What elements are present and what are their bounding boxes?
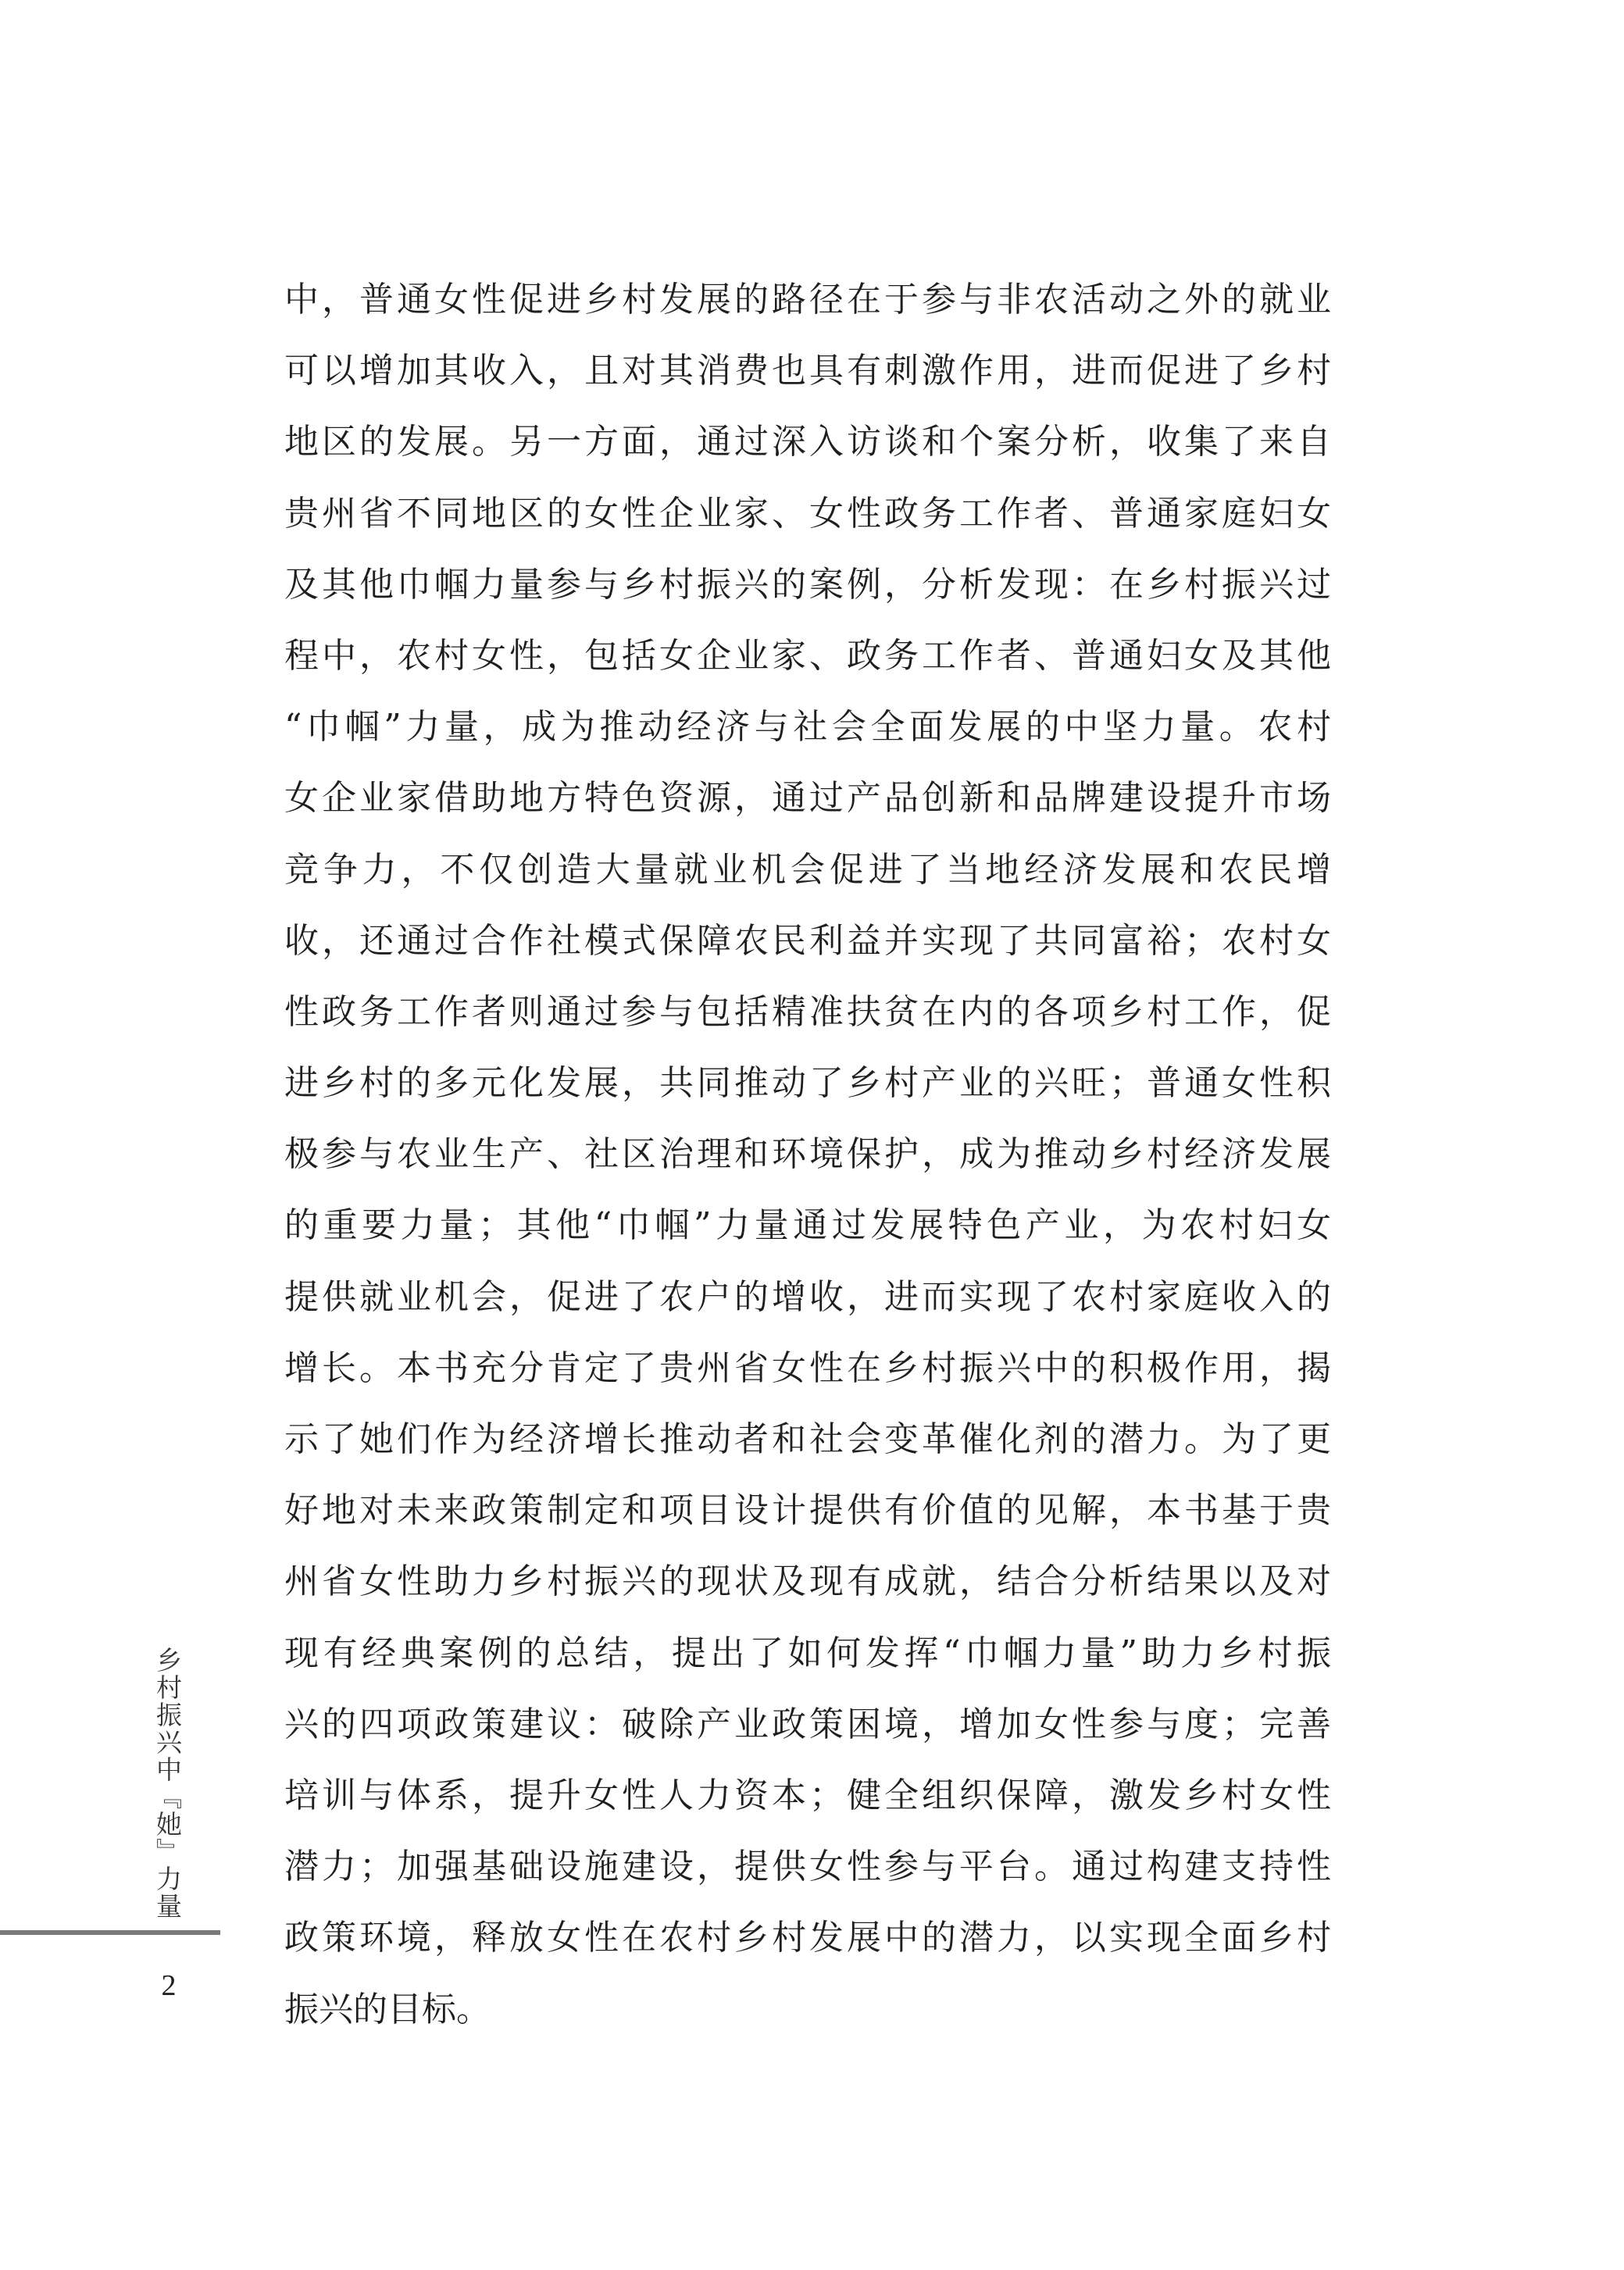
text-line: 进乡村的多元化发展，共同推动了乡村产业的兴旺；普通女性积 [284,1063,1331,1104]
text-line: 收，还通过合作社模式保障农民利益并实现了共同富裕；农村女 [284,920,1331,961]
text-line: 潜力；加强基础设施建设，提供女性参与平台。通过构建支持性 [284,1847,1331,1887]
text-line: 兴的四项政策建议：破除产业政策困境，增加女性参与度；完善 [284,1704,1331,1744]
text-line: 中，普通女性促进乡村发展的路径在于参与非农活动之外的就业 [284,280,1331,319]
text-line: 竞争力，不仅创造大量就业机会促进了当地经济发展和农民增 [284,849,1331,890]
text-line: 的重要力量；其他“巾帼”力量通过发展特色产业，为农村妇女 [284,1205,1331,1246]
text-line: 女企业家借助地方特色资源，通过产品创新和品牌建设提升市场 [284,778,1331,819]
text-line: 极参与农业生产、社区治理和环境保护，成为推动乡村经济发展 [284,1134,1331,1175]
text-line: 性政务工作者则通过参与包括精准扶贫在内的各项乡村工作，促 [284,991,1331,1032]
text-line: 及其他巾帼力量参与乡村振兴的案例，分析发现：在乡村振兴过 [284,564,1331,605]
text-line: 增长。本书充分肯定了贵州省女性在乡村振兴中的积极作用，揭 [284,1347,1331,1388]
text-line: 可以增加其收入，且对其消费也具有刺激作用，进而促进了乡村 [284,351,1331,391]
text-line: 现有经典案例的总结，提出了如何发挥“巾帼力量”助力乡村振 [284,1633,1331,1673]
text-line: 政策环境，释放女性在农村乡村发展中的潜力，以实现全面乡村 [284,1918,1331,1958]
margin-rule [0,1930,220,1935]
text-line: 地区的发展。另一方面，通过深入访谈和个案分析，收集了来自 [284,422,1331,462]
text-line: 提供就业机会，促进了农户的增收，进而实现了农村家庭收入的 [284,1276,1331,1317]
text-line: 州省女性助力乡村振兴的现状及现有成就，结合分析结果以及对 [284,1562,1331,1602]
text-line: 好地对未来政策制定和项目设计提供有价值的见解，本书基于贵 [284,1490,1331,1531]
text-line: 贵州省不同地区的女性企业家、女性政务工作者、普通家庭妇女 [284,493,1331,534]
text-line: 程中，农村女性，包括女企业家、政务工作者、普通妇女及其他 [284,635,1331,676]
text-line: “巾帼”力量，成为推动经济与社会全面发展的中坚力量。农村 [284,707,1331,748]
text-line: 示了她们作为经济增长推动者和社会变革催化剂的潜力。为了更 [284,1419,1331,1459]
page-number: 2 [161,1969,177,2002]
running-book-title: 乡村振兴中『她』力量 [152,1647,183,1920]
body-text [284,264,1331,2045]
text-line: 培训与体系，提升女性人力资本；健全组织保障，激发乡村女性 [284,1775,1331,1815]
text-line: 振兴的目标。 [284,1989,491,2029]
